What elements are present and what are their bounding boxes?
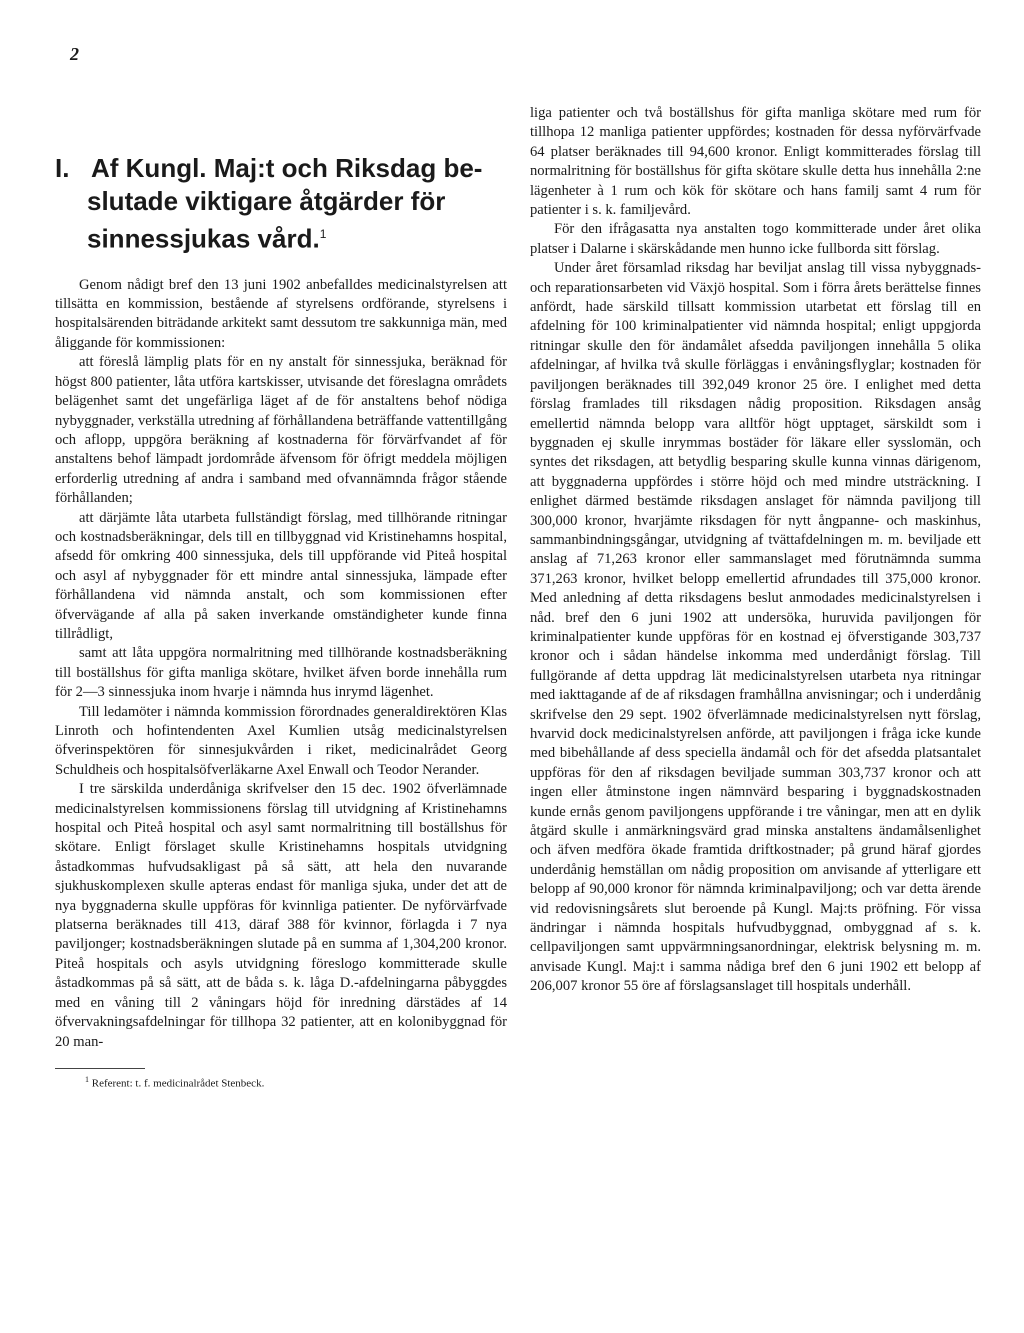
heading-line-1: Af Kungl. Maj:t och Riksdag be- — [91, 153, 483, 183]
paragraph: samt att låta uppgöra normalritning med tillhörande kostnadsberäkning till boställshus för gifta manliga skötare, hvilket äfven borde innehålla rum för 2—3 sinnessjuka inom hvarje i nämnda hus inrymd lägenhet. — [55, 645, 507, 701]
page-number: 2 — [70, 44, 79, 64]
paragraph: att föreslå lämplig plats för en ny anstalt för sinnessjuka, beräknad för högst 800 patienter, låta utföra kartskisser, utvisande det föreslagna områdets belägenhet samt det ungefärliga läget af de för anstaltens behof nödiga nybyggnader, verkställa utredning af förhållandena beträffande vattentillgång och aflopp, uppgöra beräkning af kostnaderna för förvärfvandet af för anstaltens behof lämpadt jordområde äfvensom för öfrigt meddela möjligen erforderlig utredning af andra i samband med ofvannämnda frågor stående förhållanden; — [55, 354, 507, 507]
heading-line-2: slutade viktigare åtgärder för — [87, 186, 446, 216]
heading-line-3: sinnessjukas vård. — [87, 223, 320, 254]
paragraph: att därjämte låta utarbeta fullständigt förslag, med tillhörande ritningar och kostnadsberäkningar, dels till en tillbyggnad vid Kristinehamns hospital, afsedd för omkring 400 sinnessjuka, dels till uppförande vid Piteå hospital och asyl af nybyggnader för ett mindre antal sinnessjuka, lämpade efter förhållandena vid nämnda anstalt, och som kommissionen efter öfvervägande af alla på saken inverkande omständigheter kunde finna tillrådligt, — [55, 509, 507, 642]
paragraph: För den ifrågasatta nya anstalten togo kommitterade under året olika platser i Dalarne i skärskådande men hunno icke fullborda sitt förslag. — [530, 221, 981, 257]
paragraph: I tre särskilda underdåniga skrifvelser den 15 dec. 1902 öfverlämnade medicinalstyrelsen kommissionens förslag till utvidgning af Kristinehamns hospital och Piteå hospital och asyl samt normalritning till boställshus för skötare. Enligt förslaget skulle Kristinehamns hospitals utvidgning åstadkommas hufvudsakligast på så sätt, att hela den nuvarande sjukhuskomplexen skulle apteras endast för manliga sjuka, under det att de nya byggnaderna skulle uppföras för kvinnliga patienter. De nyförvärfvade platserna beräknades till 413, däraf 388 för kvinnor, förlagda i 7 nya paviljonger; kostnadsberäkningen slutade på en summa af 1,304,200 kronor. Piteå hospitals och asyls utvidgning föreslogo kommitterade skulle åstadkommas på så sätt, att de båda s. k. låga D.-afdelningarna påbyggdes med en våning till 2 våningars höjd för inredning därstädes af 14 öfvervakningsafdelningar för tillhopa 32 patienter, att en kolonibyggnad för 20 man- — [55, 781, 507, 1050]
footnote — [55, 1073, 507, 1091]
section-heading — [55, 152, 507, 256]
footnote-mark: 1 — [319, 227, 327, 241]
footnote-divider — [55, 1068, 145, 1069]
left-column — [55, 104, 507, 1091]
paragraph: Till ledamöter i nämnda kommission förordnades generaldirektören Klas Linroth och hofintendenten Axel Kumlien utsåg medicinalstyrelsen öfverinspektören för sinnesjukvården i riket, medicinalrådet Georg Schuldheis och hospitalsöfverläkarne Axel Enwall och Teodor Nerander. — [55, 703, 507, 778]
paragraph: Genom nådigt bref den 13 juni 1902 anbefalldes medicinalstyrelsen att tillsätta en kommission, bestående af styrelsens ordförande, styrelsens i hospitalsärenden biträdande arkitekt samt dessutom tre sakkunniga män, med åliggande för kommissionen: — [55, 276, 507, 351]
right-column — [530, 104, 981, 997]
paragraph: Under året församlad riksdag har beviljat anslag till vissa nybyggnads- och reparationsarbeten vid Växjö hospital. Som i förra årets berättelse finnes anfördt, hade särskild tillsatt kommission utarbetat ett förslag till en afdelning för 100 kriminalpatienter vid nämnda hospital; enligt uppgjorda ritningar skulle den för ändamålet afsedda paviljongen innehålla 5 olika afdelningar, af hvilka två skulle förläggas i envåningsflyglar; kostnaden för paviljongen beräknades till 392,049 kronor 25 öre. I enlighet med detta förslag framlades till riksdagen nådig proposition. Riksdagen ansåg emellertid nämnda belopp vara alltför högt upptaget, särskildt som i byggnaden ej skulle inrymmas bostäder för läkare eller sysslomän, och syntes det riksdagen, att betydlig besparing skulle kunna vinnas därigenom, att byggnaderna uppfördes i större höjd och med mindre utsträckning. I enlighet därmed bestämde riksdagen anslaget för nämnda paviljong till 300,000 kronor, hvarjämte riksdagen för nytt ångpanne- och maskinhus, sammanbindningsgångar, utvidgning af tvättafdelningen m. m. beviljade ett anslag af 71,263 kronor eller sammanslaget med förutnämnda summa 371,263 kronor, hvilket belopp emellertid afrundades till 375,000 kronor. Med anledning af detta riksdagens beslut anmodades medicinalstyrelsen i nåd. bref den 6 juni 1902 att undersöka, huruvida paviljongen för kriminalpatienter kunde uppföras för en kostnad ej öfverstigande 303,737 kronor och i sådan händelse inkomma med underdånigt förslag. Till fullgörande af detta uppdrag lät medicinalstyrelsen utarbeta nya ritningar med iakttagande af de af riksdagen framhållna anvisningar; och i underdånig skrifvelse den 29 sept. 1902 öfverlämnade medicinalstyrelsen nytt förslag, hvarvid dock medicinalstyrelsen anförde, att paviljongen i fråga icke kunde med bibehållande af dess speciella ändamål och för det afsedda platsantalet uppföras för den af riksdagen beviljade summan 303,737 kronor och att ingen eller åtminstone ingen nämnvärd besparing i byggnadskostnaden kunde ernås genom paviljongens uppförande i tre våningar, men att en dylik åtgärd skulle i anmärkningsvärd grad minska anstaltens ändamålsenlighet och äfven medföra ökade framtida driftkostnader; på grund häraf gjordes underdånig hemställan om nådig proposition om anvisande af ytterligare ett belopp af 90,000 kronor för nämnda kriminalpaviljong; och var detta ärende vid redovisningsårets slut beroende på Kungl. Maj:ts pröfning. För vissa ändringar i nämnda hospitals hufvudbyggnad, ombyggnad af s. k. cellpaviljongen samt uppvärmningsanordningar, elektrisk belysning m. m. anvisade Kungl. Maj:t i samma nådiga bref den 6 juni 1902 ett belopp af 206,007 kronor 55 öre af förslagsanslaget till hospitals underhåll. — [530, 260, 981, 995]
footnote-number: 1 — [85, 1074, 89, 1084]
paragraph: liga patienter och två boställshus för gifta manliga skötare med rum för tillhopa 12 manliga patienter uppfördes; kostnaden för dessa nyförvärfvade 64 platser beräknades till 94,600 kronor. Enligt kommitterades förslag till normalritning för boställshus för gifta skötare skulle detta hus innehålla 2:ne lägenheter à 1 rum och kök för skötare och hans familj samt 4 rum för patienter i s. k. familjevård. — [530, 105, 981, 219]
footnote-text: Referent: t. f. medicinalrådet Stenbeck. — [91, 1077, 265, 1090]
section-number: I. — [55, 153, 70, 183]
